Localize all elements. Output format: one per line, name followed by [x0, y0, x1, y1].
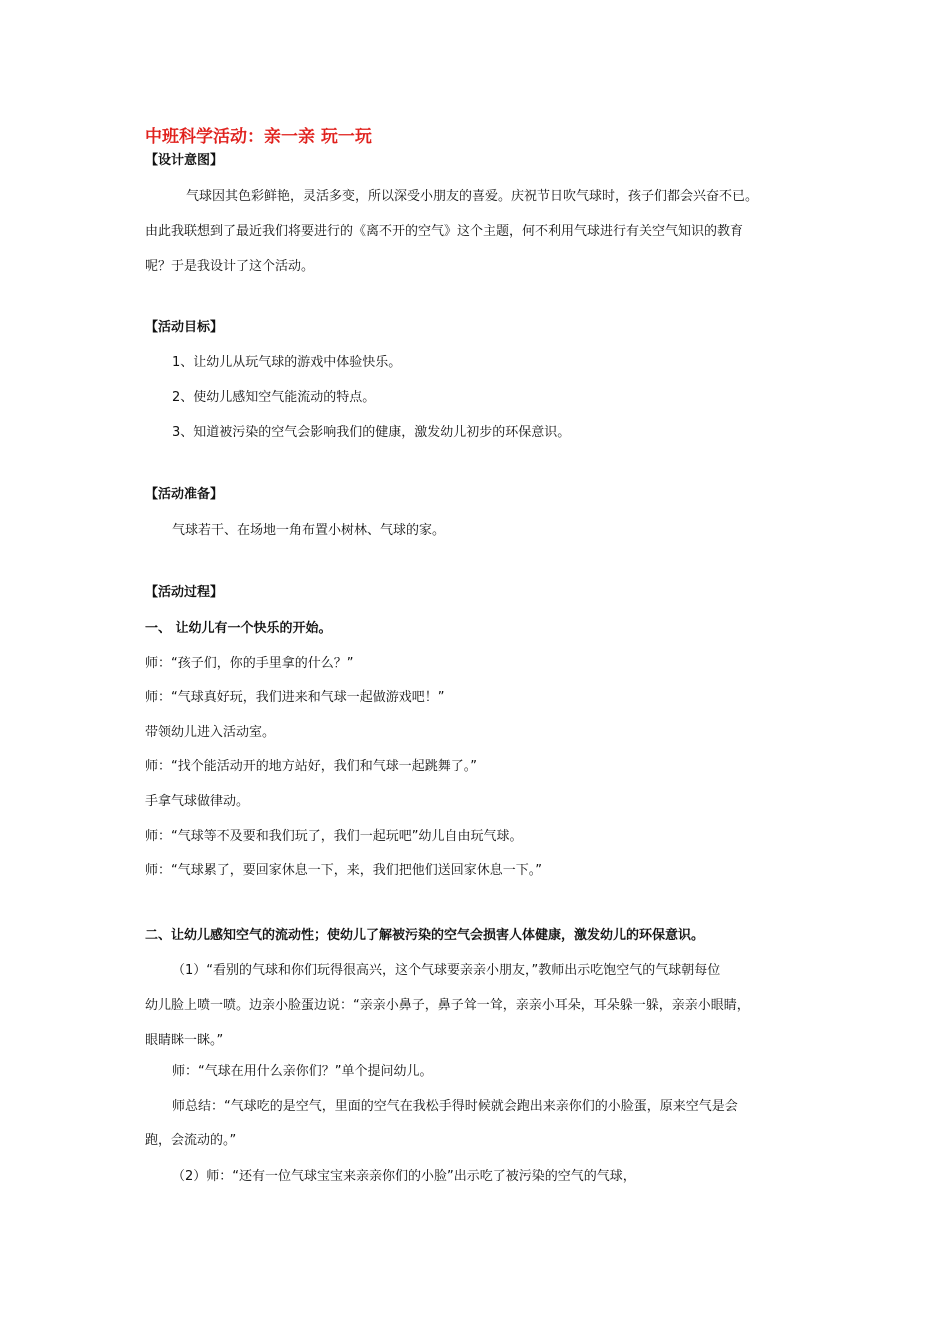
dialogue-line: 师：“气球等不及要和我们玩了，我们一起玩吧”幼儿自由玩气球。	[145, 829, 523, 844]
step-heading: 一、 让幼儿有一个快乐的开始。	[145, 621, 332, 636]
paragraph: （2）师：“还有一位气球宝宝来亲亲你们的小脸”出示吃了被污染的空气的气球，	[172, 1169, 636, 1184]
dialogue-line: 手拿气球做律动。	[145, 794, 250, 809]
paragraph: 气球因其色彩鲜艳，灵活多变，所以深受小朋友的喜爱。庆祝节日吹气球时，孩子们都会兴奋不已。	[186, 189, 759, 204]
dialogue-line: 带领幼儿进入活动室。	[145, 725, 276, 740]
dialogue-line: 师：“孩子们，你的手里拿的什么？”	[145, 656, 354, 671]
heading-goals: 【活动目标】	[145, 320, 224, 335]
heading-process: 【活动过程】	[145, 585, 224, 600]
paragraph: （1）“看别的气球和你们玩得很高兴，这个气球要亲亲小朋友，”教师出示吃饱空气的气球朝每位	[172, 963, 721, 978]
paragraph: 呢？于是我设计了这个活动。	[145, 259, 315, 274]
paragraph: 幼儿脸上喷一喷。边亲小脸蛋边说：“亲亲小鼻子，鼻子耸一耸，亲亲小耳朵，耳朵躲一躲，亲亲小眼睛，	[145, 998, 750, 1013]
heading-preparation: 【活动准备】	[145, 487, 224, 502]
dialogue-line: 师：“气球真好玩，我们进来和气球一起做游戏吧！”	[145, 690, 445, 705]
paragraph: 师：“气球在用什么亲你们？”单个提问幼儿。	[172, 1064, 433, 1079]
list-item: 2、使幼儿感知空气能流动的特点。	[172, 390, 376, 405]
dialogue-line: 师：“气球累了，要回家休息一下，来，我们把他们送回家休息一下。”	[145, 863, 542, 878]
doc-title: 中班科学活动：亲一亲 玩一玩	[145, 127, 372, 147]
paragraph: 气球若干、在场地一角布置小树林、气球的家。	[172, 523, 446, 538]
paragraph: 跑，会流动的。”	[145, 1133, 237, 1148]
list-item: 3、知道被污染的空气会影响我们的健康，激发幼儿初步的环保意识。	[172, 425, 571, 440]
list-item: 1、让幼儿从玩气球的游戏中体验快乐。	[172, 355, 402, 370]
paragraph: 眼睛眯一眯。”	[145, 1033, 224, 1048]
heading-design-intent: 【设计意图】	[145, 153, 224, 168]
paragraph: 师总结：“气球吃的是空气，里面的空气在我松手得时候就会跑出来亲你们的小脸蛋，原来空气是会	[172, 1099, 738, 1114]
dialogue-line: 师：“找个能活动开的地方站好，我们和气球一起跳舞了。”	[145, 759, 477, 774]
paragraph: 由此我联想到了最近我们将要进行的《离不开的空气》这个主题，何不利用气球进行有关空气知识的教育	[145, 224, 744, 239]
step-heading: 二、让幼儿感知空气的流动性；使幼儿了解被污染的空气会损害人体健康，激发幼儿的环保意识。	[145, 928, 705, 943]
